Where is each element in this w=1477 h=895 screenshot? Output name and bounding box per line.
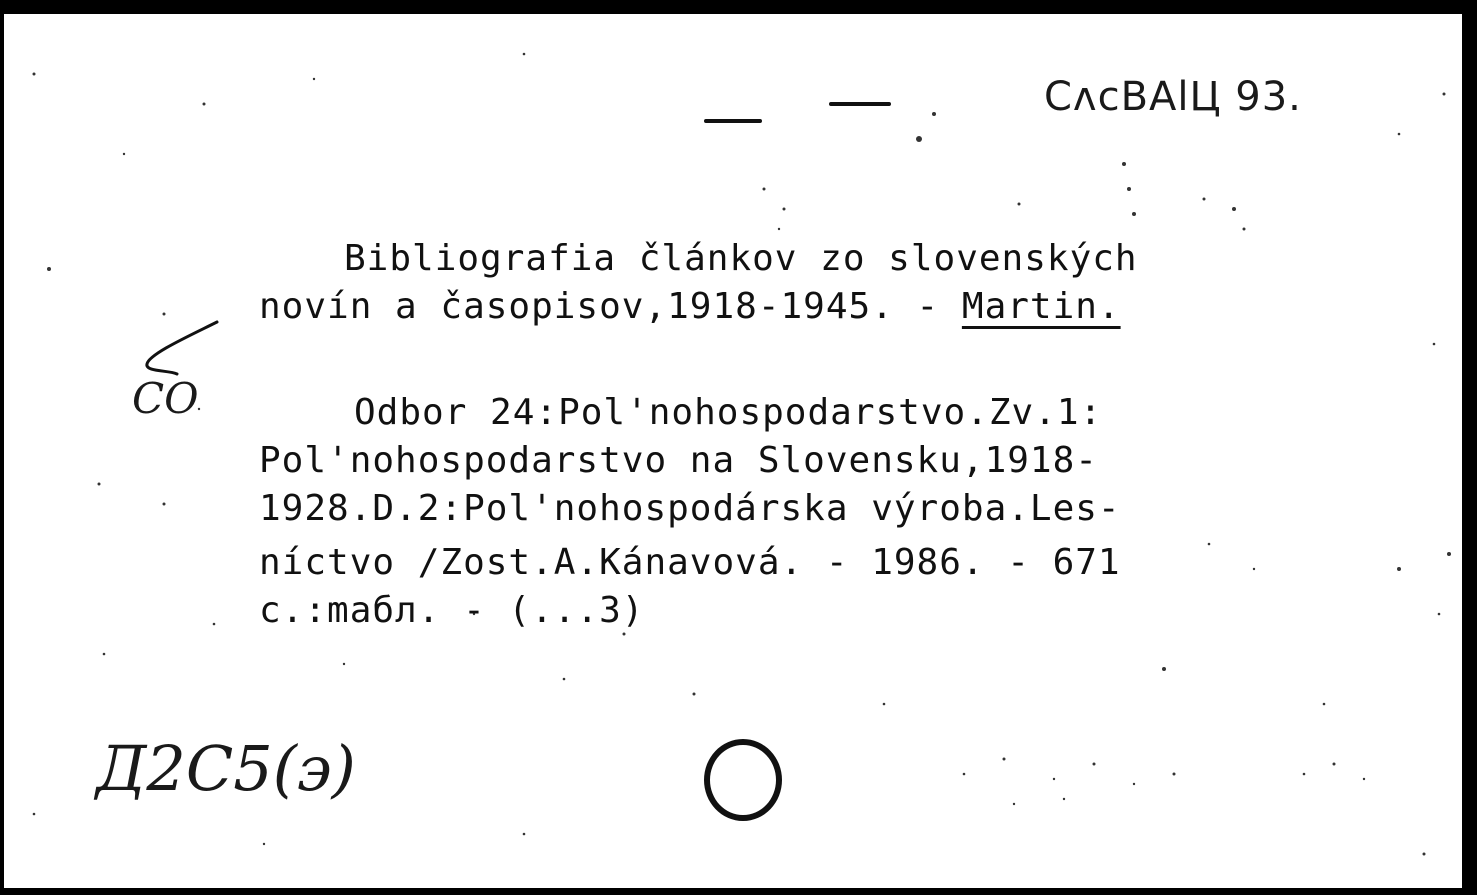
details-line-1: Odbor 24:Pol'nohospodarstvo.Zv.1: — [354, 392, 1103, 433]
title-line-1: Bibliografia článkov zo slovenských — [344, 238, 1138, 279]
margin-note: CO — [132, 374, 199, 423]
catalog-card — [4, 10, 1468, 888]
details-line-3: 1928.D.2:Pol'nohospodárska výroba.Les- — [259, 488, 1121, 529]
title-line-2 — [259, 280, 1121, 334]
call-number: CʌcBAlЦ 93. — [1044, 74, 1302, 120]
details-line-4: níctvo /Zost.A.Kánavová. - 1986. - 671 — [259, 542, 1121, 583]
details-line-5: c.:mабл. - (...3) — [259, 590, 645, 631]
title-line-2-text: novín a časopisov,1918-1945. - — [259, 286, 962, 327]
margin-note-flourish — [129, 314, 224, 384]
shelf-mark: Д2С5(э) — [96, 732, 356, 805]
dash-mark-right — [829, 102, 891, 106]
dash-mark-left — [704, 119, 762, 123]
punch-hole-circle — [704, 739, 782, 821]
details-line-2: Pol'nohospodarstvo na Slovensku,1918- — [259, 440, 1098, 481]
publication-place: Martin. — [961, 286, 1121, 327]
